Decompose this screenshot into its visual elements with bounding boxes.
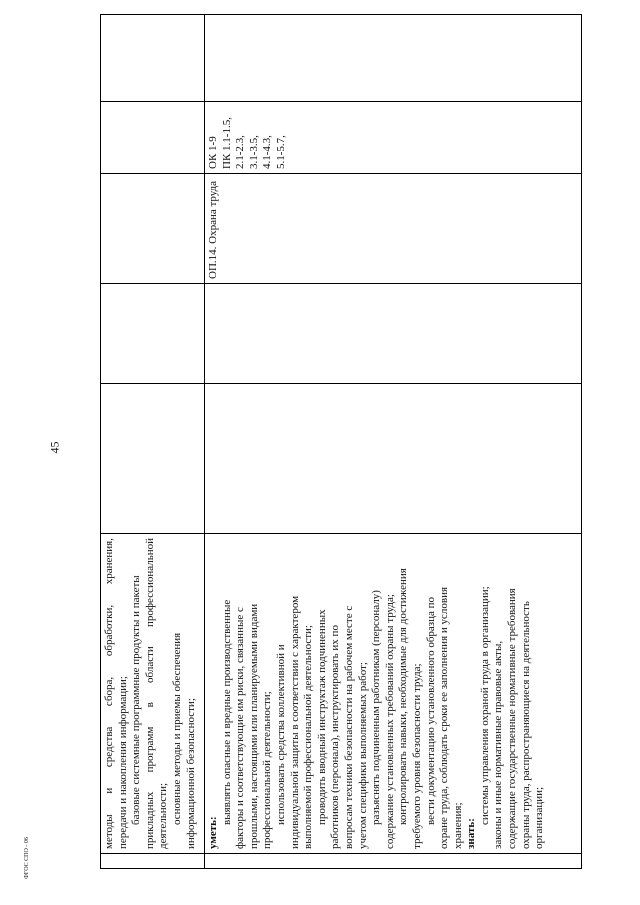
text-line: системы управления охраной труда в организации;: [478, 586, 491, 825]
text-line: информационной безопасности;: [184, 698, 197, 849]
knowledge-heading: знать:: [465, 818, 478, 849]
competence-code: 2.1-2.3,: [234, 135, 247, 169]
text-line: разъяснять подчиненным работникам (персоналу): [370, 590, 383, 825]
text-line: содержание установленных требований охраны труда;: [383, 594, 396, 849]
competence-codes-cell: [101, 102, 205, 174]
text-line: прикладных программ в области профессиональной: [143, 538, 156, 849]
text-line: организации;: [533, 786, 546, 849]
text-line: учетом специфики выполняемых работ;: [356, 662, 369, 849]
text-line: индивидуальной защиты в соответствии с характером: [288, 595, 301, 849]
text-line: требуемого уровня безопасности труда;: [410, 663, 423, 849]
hours-cell: [101, 284, 205, 384]
text-line: работников (персонала), инструктировать их по: [329, 625, 342, 849]
competence-codes-cell: [205, 102, 582, 174]
text-line: охране труда, соблюдать сроки ее заполнения и условия: [438, 586, 451, 849]
text-line: передачи и накопления информации;: [116, 676, 129, 849]
hours-cell: [205, 384, 582, 534]
competence-code: 5.1-5.7,: [274, 135, 287, 169]
text-line: основные методы и приемы обеспечения: [170, 632, 183, 825]
standard-table-wrapper: [100, 15, 582, 869]
index-cell: [101, 854, 205, 869]
text-line: охраны труда, распространяющиеся на деятельность: [519, 601, 532, 849]
text-line: содержащие государственные нормативные требования: [506, 588, 519, 849]
text-line: законы и иные нормативные правовые акты,: [492, 640, 505, 849]
empty-cell: [101, 15, 205, 102]
text-line: выявлять опасные и вредные производственные: [220, 599, 233, 825]
text-line: хранения;: [451, 802, 464, 849]
table-row: [205, 15, 582, 869]
discipline-name: ОП.14. Охрана труда: [207, 180, 219, 279]
text-line: проводить вводный инструктаж подчиненных: [315, 609, 328, 825]
hours-cell: [205, 284, 582, 384]
text-line: вопросам техники безопасности на рабочем месте с: [342, 605, 355, 849]
empty-cell: [205, 15, 582, 102]
text-line: деятельности;: [157, 782, 170, 849]
text-line: методы и средства сбора, обработки, хранения,: [103, 538, 115, 849]
footer-code: ФГОС СПО - 06: [23, 837, 30, 879]
text-line: профессиональной деятельности;: [261, 691, 274, 849]
discipline-cell: [205, 174, 582, 284]
competence-code: 4.1-4.3,: [261, 135, 274, 169]
text-line: контролировать навыки, необходимые для достижения: [397, 568, 410, 825]
requirements-cell: [101, 534, 205, 854]
competence-code: 3.1-3.5,: [247, 135, 260, 169]
index-cell: [205, 854, 582, 869]
competence-code: ОК 1-9: [207, 136, 219, 169]
hours-cell: [101, 384, 205, 534]
text-line: базовые системные программные продукты и пакеты: [130, 575, 143, 825]
text-line: использовать средства коллективной и: [274, 644, 287, 825]
page-number: 45: [47, 441, 62, 454]
skills-heading: уметь:: [207, 816, 219, 849]
table-row: [101, 15, 205, 869]
discipline-cell: [101, 174, 205, 284]
competence-code: ПК 1.1-1.5,: [220, 117, 233, 169]
requirements-cell: [205, 534, 582, 854]
text-line: факторы и соответствующие им риски, связанные с: [234, 607, 247, 849]
text-line: прошлыми, настоящими или планируемыми видами: [247, 603, 260, 849]
text-line: вести документацию установленного образца по: [424, 596, 437, 825]
competencies-table: [100, 14, 582, 869]
text-line: выполняемой профессиональной деятельности;: [302, 625, 315, 849]
